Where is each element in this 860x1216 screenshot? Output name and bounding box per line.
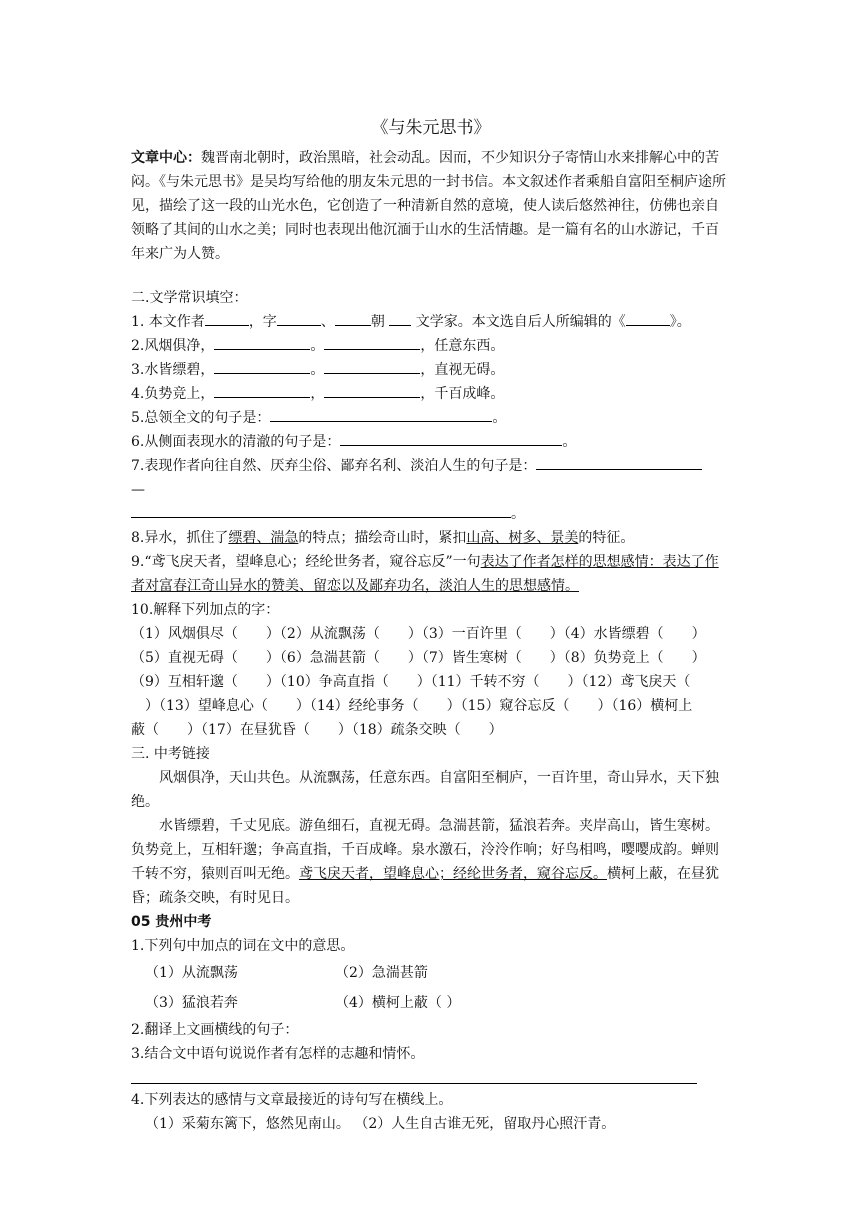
blank-q7-1[interactable]	[536, 455, 702, 470]
blank-author[interactable]	[205, 311, 249, 326]
answer-line-q3[interactable]	[131, 1066, 731, 1088]
section-2-heading: 二.文学常识填空：	[131, 290, 248, 306]
sub-q4-options: （1）采菊东篱下，悠然见南山。 （2）人生自古谁无死，留取丹心照汗青。	[145, 1116, 616, 1132]
blank-dynasty[interactable]	[335, 311, 371, 326]
answer-q8-water: 缥碧、湍急	[228, 530, 299, 546]
subsection-title: 05 贵州中考	[131, 914, 212, 930]
sub-q2: 2.翻译上文画横线的句子：	[131, 1022, 299, 1038]
blank-q3-2[interactable]	[324, 359, 420, 374]
blank-q6[interactable]	[340, 431, 562, 446]
question-6: 6.从侧面表现水的清澈的句子是： 。	[131, 430, 731, 454]
words-line-5: 蔽（ ）（17）在昼犹昏（ ）（18）疏条交映（ ）	[131, 722, 503, 738]
center-label: 文章中心：	[131, 150, 201, 166]
passage-para-1: 风烟俱净，天山共色。从流飘荡，任意东西。自富阳至桐庐，一百许里，奇山异水，天下独绝。	[131, 770, 719, 810]
question-10: 10.解释下列加点的字：	[131, 602, 280, 618]
words-line-3: （9）互相轩邈（ ）（10）争高直指（ ）（11）千转不穷（ ）（12）鸢飞戾天（	[131, 674, 691, 690]
question-7-cont: —	[131, 482, 145, 498]
sub-q1-items	[131, 958, 731, 1018]
sub-q1-item: （1）从流飘荡	[145, 965, 238, 981]
center-text: 魏晋南北朝时，政治黑暗，社会动乱。因而，不少知识分子寄情山水来排解心中的苦闷。《与朱元思书》是吴均写给他的朋友朱元思的一封书信。本文叙述作者乘船自富阳至桐庐途所见，描绘了这一段的山光水色，它创造了一种清新自然的意境，使人读后悠然神往，仿佛也亲自领略了其间的山水之美；同时也表现出他沉湎于山水的生活情趣。是一篇有名的山水游记，千百年来广为人赞。	[131, 150, 726, 262]
sub-q1: 1.下列句中加点的词在文中的意思。	[131, 938, 355, 954]
sub-q1-item: （2）急湍甚箭	[335, 965, 428, 981]
blank-q7-2[interactable]	[131, 503, 511, 518]
answer-q9: 表达了作者怎样的思想感情：表达了作者对富春江奇山异水的赞美、留恋以及鄙弃功名，淡泊人生的思想感情。	[131, 554, 719, 594]
question-7: 7.表现作者向往自然、厌弃尘俗、鄙弃名利、淡泊人生的句子是：	[131, 454, 731, 478]
article-center	[131, 146, 731, 266]
blank-q4-1[interactable]	[214, 383, 310, 398]
blank-q3-1[interactable]	[214, 359, 310, 374]
blank-dynasty-2[interactable]	[389, 311, 411, 326]
blank-q4-2[interactable]	[324, 383, 420, 398]
answer-q8-mountain: 山高、树多、景美	[466, 530, 579, 546]
section-3-heading: 三. 中考链接	[131, 746, 210, 762]
blank-q2-2[interactable]	[324, 335, 420, 350]
question-1: 1. 本文作者 ，字 、 朝 文学家。本文选自后人所编辑的《 》。	[131, 310, 731, 334]
question-4: 4.负势竞上， ， ，千百成峰。	[131, 382, 731, 406]
blank-book[interactable]	[626, 311, 670, 326]
words-line-4: ）（13）望峰息心（ ）（14）经纶事务（ ）（15）窥谷忘反（ ）（16）横柯上	[131, 698, 693, 714]
blank-q5[interactable]	[270, 407, 492, 422]
sub-q3: 3.结合文中语句说说作者有怎样的志趣和情怀。	[131, 1046, 425, 1062]
question-8: 8.异水，抓住了缥碧、湍急的特点；描绘奇山时，紧扣山高、树多、景美的特征。	[131, 530, 635, 546]
sub-q4: 4.下列表达的感情与文章最接近的诗句写在横线上。	[131, 1092, 453, 1108]
sub-q1-item: （3）猛浪若奔	[145, 995, 238, 1011]
passage-para-2: 水皆缥碧，千丈见底。游鱼细石，直视无碍。急湍甚箭，猛浪若奔。夹岸高山，皆生寒树。负势竞上，互相轩邈；争高直指，千百成峰。泉水激石，泠泠作响；好鸟相鸣，嘤嘤成韵。蝉则千转不穷，猿则百叫无绝。鸢飞戾天者，望峰息心；经纶世务者，窥谷忘反。横柯上蔽，在昼犹昏；疏条交映，有时见日。	[131, 818, 719, 906]
sub-q1-item: （4）横柯上蔽（ ）	[335, 995, 461, 1011]
page-title: 《与朱元思书》	[371, 118, 491, 138]
words-line-1: （1）风烟俱尽（ ）（2）从流飘荡（ ）（3）一百许里（ ）（4）水皆缥碧（ ）	[131, 626, 706, 642]
question-5: 5.总领全文的句子是： 。	[131, 406, 731, 430]
question-7-cont-2: 。	[131, 502, 731, 526]
words-line-2: （5）直视无碍（ ）（6）急湍甚箭（ ）（7）皆生寒树（ ）（8）负势竞上（ ）	[131, 650, 706, 666]
question-9: 9.“鸢飞戾天者，望峰息心；经纶世务者，窥谷忘反”一句表达了作者怎样的思想感情：表达了作者对富春江奇山异水的赞美、留恋以及鄙弃功名，淡泊人生的思想感情。	[131, 554, 719, 594]
document-body	[131, 116, 731, 1136]
underlined-sentence: 鸢飞戾天者，望峰息心；经纶世务者，窥谷忘反。	[299, 866, 607, 882]
question-2: 2.风烟俱净， 。 ，任意东西。	[131, 334, 731, 358]
blank-zi[interactable]	[277, 311, 321, 326]
blank-q2-1[interactable]	[214, 335, 310, 350]
question-3: 3.水皆缥碧， 。 ，直视无碍。	[131, 358, 731, 382]
